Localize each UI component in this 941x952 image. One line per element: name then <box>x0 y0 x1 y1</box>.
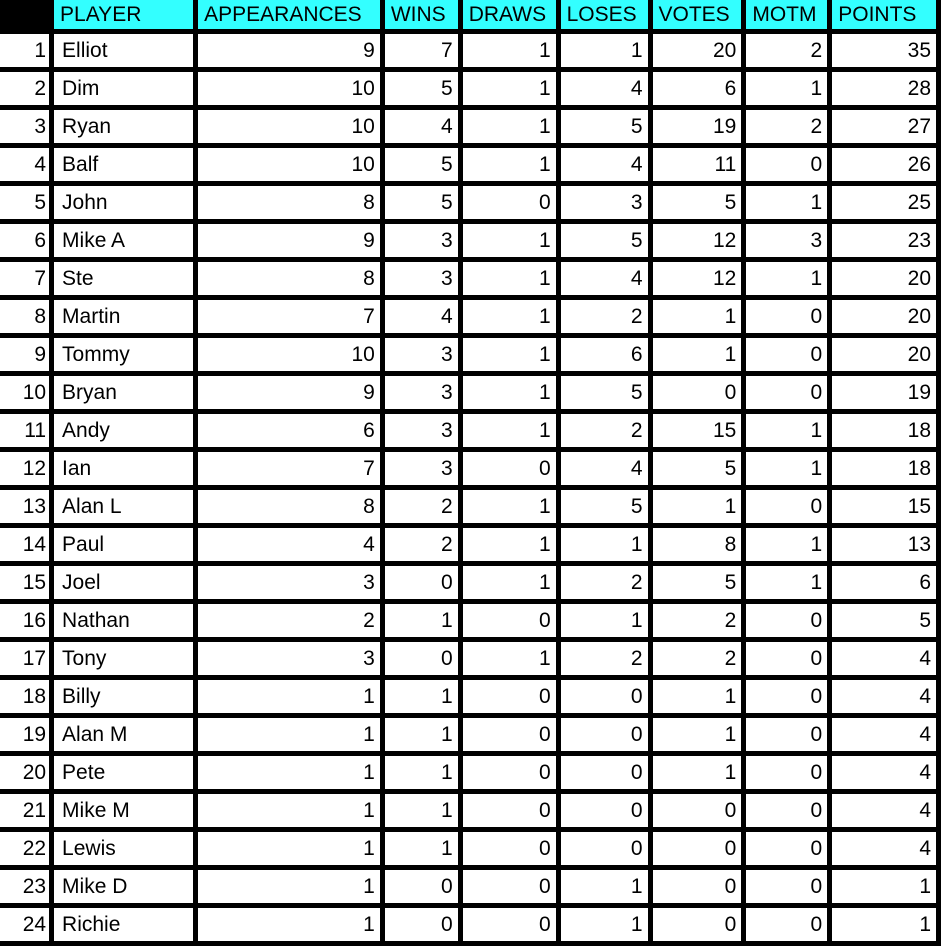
wins-cell[interactable]: 1 <box>382 754 460 792</box>
points-cell[interactable]: 20 <box>830 336 939 374</box>
draws-cell[interactable]: 1 <box>460 222 558 260</box>
row-number[interactable]: 11 <box>0 412 52 450</box>
points-cell[interactable]: 19 <box>830 374 939 412</box>
header-player[interactable]: PLAYER <box>52 0 196 32</box>
motm-cell[interactable]: 0 <box>744 830 830 868</box>
player-name-cell[interactable]: Alan L <box>52 488 196 526</box>
wins-cell[interactable]: 2 <box>382 526 460 564</box>
row-number[interactable]: 7 <box>0 260 52 298</box>
table-row <box>0 526 939 564</box>
table-row <box>0 488 939 526</box>
wins-cell[interactable]: 4 <box>382 298 460 336</box>
draws-cell[interactable]: 0 <box>460 678 558 716</box>
row-number[interactable]: 2 <box>0 70 52 108</box>
wins-cell[interactable]: 1 <box>382 830 460 868</box>
header-motm[interactable]: MOTM <box>744 0 830 32</box>
motm-cell[interactable]: 0 <box>744 374 830 412</box>
motm-cell[interactable]: 0 <box>744 678 830 716</box>
wins-cell[interactable]: 1 <box>382 716 460 754</box>
loses-cell[interactable]: 0 <box>558 716 650 754</box>
row-number[interactable]: 13 <box>0 488 52 526</box>
votes-cell[interactable]: 2 <box>650 640 744 678</box>
table-row <box>0 298 939 336</box>
points-cell[interactable]: 20 <box>830 298 939 336</box>
loses-cell[interactable]: 0 <box>558 678 650 716</box>
draws-cell[interactable]: 1 <box>460 108 558 146</box>
row-number[interactable]: 16 <box>0 602 52 640</box>
appearances-cell[interactable]: 9 <box>196 222 383 260</box>
wins-cell[interactable]: 5 <box>382 146 460 184</box>
loses-cell[interactable]: 1 <box>558 32 650 70</box>
player-name-cell[interactable]: Dim <box>52 70 196 108</box>
loses-cell[interactable]: 4 <box>558 260 650 298</box>
loses-cell[interactable]: 5 <box>558 488 650 526</box>
votes-cell[interactable]: 6 <box>650 70 744 108</box>
wins-cell[interactable]: 4 <box>382 108 460 146</box>
player-name-cell[interactable]: Billy <box>52 678 196 716</box>
votes-cell[interactable]: 1 <box>650 678 744 716</box>
row-number[interactable]: 18 <box>0 678 52 716</box>
motm-cell[interactable]: 1 <box>744 260 830 298</box>
row-number[interactable]: 21 <box>0 792 52 830</box>
table-row <box>0 678 939 716</box>
wins-cell[interactable]: 1 <box>382 678 460 716</box>
player-name-cell[interactable]: Pete <box>52 754 196 792</box>
motm-cell[interactable]: 1 <box>744 564 830 602</box>
loses-cell[interactable]: 6 <box>558 336 650 374</box>
table-row <box>0 602 939 640</box>
table-row <box>0 792 939 830</box>
draws-cell[interactable]: 1 <box>460 488 558 526</box>
player-name-cell[interactable]: Tommy <box>52 336 196 374</box>
loses-cell[interactable]: 5 <box>558 374 650 412</box>
appearances-cell[interactable]: 1 <box>196 678 383 716</box>
points-cell[interactable]: 6 <box>830 564 939 602</box>
appearances-cell[interactable]: 2 <box>196 602 383 640</box>
table-row <box>0 830 939 868</box>
row-number[interactable]: 12 <box>0 450 52 488</box>
table-row <box>0 868 939 906</box>
motm-cell[interactable]: 0 <box>744 146 830 184</box>
row-number[interactable]: 15 <box>0 564 52 602</box>
header-votes[interactable]: VOTES <box>650 0 744 32</box>
appearances-cell[interactable]: 9 <box>196 374 383 412</box>
loses-cell[interactable]: 4 <box>558 70 650 108</box>
votes-cell[interactable]: 11 <box>650 146 744 184</box>
points-cell[interactable]: 18 <box>830 412 939 450</box>
appearances-cell[interactable]: 7 <box>196 298 383 336</box>
points-cell[interactable]: 4 <box>830 678 939 716</box>
draws-cell[interactable]: 0 <box>460 906 558 944</box>
votes-cell[interactable]: 1 <box>650 336 744 374</box>
loses-cell[interactable]: 2 <box>558 412 650 450</box>
loses-cell[interactable]: 2 <box>558 564 650 602</box>
votes-cell[interactable]: 8 <box>650 526 744 564</box>
wins-cell[interactable]: 3 <box>382 222 460 260</box>
votes-cell[interactable]: 1 <box>650 298 744 336</box>
wins-cell[interactable]: 3 <box>382 374 460 412</box>
votes-cell[interactable]: 19 <box>650 108 744 146</box>
points-cell[interactable]: 1 <box>830 868 939 906</box>
player-name-cell[interactable]: Ryan <box>52 108 196 146</box>
votes-cell[interactable]: 1 <box>650 716 744 754</box>
player-name-cell[interactable]: Lewis <box>52 830 196 868</box>
loses-cell[interactable]: 2 <box>558 640 650 678</box>
row-number[interactable]: 6 <box>0 222 52 260</box>
motm-cell[interactable]: 2 <box>744 32 830 70</box>
wins-cell[interactable]: 1 <box>382 602 460 640</box>
draws-cell[interactable]: 0 <box>460 184 558 222</box>
votes-cell[interactable]: 0 <box>650 906 744 944</box>
table-row <box>0 412 939 450</box>
wins-cell[interactable]: 1 <box>382 792 460 830</box>
draws-cell[interactable]: 0 <box>460 792 558 830</box>
header-points[interactable]: POINTS <box>830 0 939 32</box>
draws-cell[interactable]: 1 <box>460 146 558 184</box>
wins-cell[interactable]: 3 <box>382 412 460 450</box>
motm-cell[interactable]: 2 <box>744 108 830 146</box>
votes-cell[interactable]: 0 <box>650 868 744 906</box>
wins-cell[interactable]: 0 <box>382 640 460 678</box>
points-cell[interactable]: 27 <box>830 108 939 146</box>
table-body <box>0 32 939 944</box>
table-row <box>0 374 939 412</box>
votes-cell[interactable]: 1 <box>650 488 744 526</box>
player-name-cell[interactable]: Tony <box>52 640 196 678</box>
draws-cell[interactable]: 1 <box>460 526 558 564</box>
points-cell[interactable]: 4 <box>830 754 939 792</box>
player-name-cell[interactable]: Richie <box>52 906 196 944</box>
draws-cell[interactable]: 1 <box>460 298 558 336</box>
appearances-cell[interactable]: 8 <box>196 184 383 222</box>
points-cell[interactable]: 4 <box>830 830 939 868</box>
votes-cell[interactable]: 5 <box>650 450 744 488</box>
appearances-cell[interactable]: 3 <box>196 564 383 602</box>
player-name-cell[interactable]: Ste <box>52 260 196 298</box>
motm-cell[interactable]: 0 <box>744 640 830 678</box>
appearances-cell[interactable]: 1 <box>196 906 383 944</box>
wins-cell[interactable]: 2 <box>382 488 460 526</box>
votes-cell[interactable]: 0 <box>650 374 744 412</box>
table-row <box>0 906 939 944</box>
table-row <box>0 184 939 222</box>
appearances-cell[interactable]: 10 <box>196 108 383 146</box>
corner-cell <box>0 0 52 32</box>
wins-cell[interactable]: 3 <box>382 450 460 488</box>
points-cell[interactable]: 25 <box>830 184 939 222</box>
points-cell[interactable]: 18 <box>830 450 939 488</box>
draws-cell[interactable]: 1 <box>460 374 558 412</box>
loses-cell[interactable]: 2 <box>558 298 650 336</box>
wins-cell[interactable]: 3 <box>382 260 460 298</box>
motm-cell[interactable]: 0 <box>744 906 830 944</box>
motm-cell[interactable]: 0 <box>744 488 830 526</box>
appearances-cell[interactable]: 8 <box>196 488 383 526</box>
table-row <box>0 70 939 108</box>
header-wins[interactable]: WINS <box>382 0 460 32</box>
motm-cell[interactable]: 0 <box>744 602 830 640</box>
votes-cell[interactable]: 5 <box>650 564 744 602</box>
points-cell[interactable]: 13 <box>830 526 939 564</box>
row-number[interactable]: 5 <box>0 184 52 222</box>
draws-cell[interactable]: 1 <box>460 640 558 678</box>
appearances-cell[interactable]: 1 <box>196 754 383 792</box>
appearances-cell[interactable]: 1 <box>196 868 383 906</box>
motm-cell[interactable]: 1 <box>744 184 830 222</box>
motm-cell[interactable]: 1 <box>744 412 830 450</box>
motm-cell[interactable]: 3 <box>744 222 830 260</box>
motm-cell[interactable]: 1 <box>744 450 830 488</box>
draws-cell[interactable]: 0 <box>460 450 558 488</box>
votes-cell[interactable]: 2 <box>650 602 744 640</box>
loses-cell[interactable]: 0 <box>558 830 650 868</box>
draws-cell[interactable]: 1 <box>460 32 558 70</box>
wins-cell[interactable]: 5 <box>382 70 460 108</box>
draws-cell[interactable]: 1 <box>460 70 558 108</box>
motm-cell[interactable]: 0 <box>744 336 830 374</box>
votes-cell[interactable]: 12 <box>650 260 744 298</box>
wins-cell[interactable]: 3 <box>382 336 460 374</box>
loses-cell[interactable]: 0 <box>558 754 650 792</box>
player-name-cell[interactable]: Joel <box>52 564 196 602</box>
row-number[interactable]: 24 <box>0 906 52 944</box>
row-number[interactable]: 20 <box>0 754 52 792</box>
appearances-cell[interactable]: 10 <box>196 70 383 108</box>
loses-cell[interactable]: 1 <box>558 526 650 564</box>
header-appearances[interactable]: APPEARANCES <box>196 0 383 32</box>
row-number[interactable]: 19 <box>0 716 52 754</box>
points-cell[interactable]: 4 <box>830 640 939 678</box>
draws-cell[interactable]: 1 <box>460 336 558 374</box>
table-row <box>0 108 939 146</box>
player-name-cell[interactable]: Ian <box>52 450 196 488</box>
motm-cell[interactable]: 1 <box>744 70 830 108</box>
player-name-cell[interactable]: Mike D <box>52 868 196 906</box>
votes-cell[interactable]: 0 <box>650 792 744 830</box>
table-row <box>0 32 939 70</box>
wins-cell[interactable]: 0 <box>382 906 460 944</box>
draws-cell[interactable]: 1 <box>460 564 558 602</box>
player-name-cell[interactable]: Elliot <box>52 32 196 70</box>
appearances-cell[interactable]: 6 <box>196 412 383 450</box>
row-number[interactable]: 17 <box>0 640 52 678</box>
draws-cell[interactable]: 0 <box>460 602 558 640</box>
points-cell[interactable]: 4 <box>830 716 939 754</box>
motm-cell[interactable]: 0 <box>744 716 830 754</box>
points-cell[interactable]: 28 <box>830 70 939 108</box>
votes-cell[interactable]: 15 <box>650 412 744 450</box>
header-draws[interactable]: DRAWS <box>460 0 558 32</box>
player-name-cell[interactable]: Nathan <box>52 602 196 640</box>
header-row <box>0 0 939 32</box>
appearances-cell[interactable]: 8 <box>196 260 383 298</box>
wins-cell[interactable]: 7 <box>382 32 460 70</box>
motm-cell[interactable]: 0 <box>744 754 830 792</box>
appearances-cell[interactable]: 1 <box>196 716 383 754</box>
player-name-cell[interactable]: Balf <box>52 146 196 184</box>
wins-cell[interactable]: 0 <box>382 564 460 602</box>
points-cell[interactable]: 4 <box>830 792 939 830</box>
draws-cell[interactable]: 0 <box>460 716 558 754</box>
draws-cell[interactable]: 0 <box>460 754 558 792</box>
points-cell[interactable]: 26 <box>830 146 939 184</box>
appearances-cell[interactable]: 9 <box>196 32 383 70</box>
loses-cell[interactable]: 4 <box>558 450 650 488</box>
appearances-cell[interactable]: 4 <box>196 526 383 564</box>
player-name-cell[interactable]: Paul <box>52 526 196 564</box>
header-loses[interactable]: LOSES <box>558 0 650 32</box>
table-row <box>0 336 939 374</box>
table-row <box>0 716 939 754</box>
points-cell[interactable]: 1 <box>830 906 939 944</box>
player-name-cell[interactable]: Andy <box>52 412 196 450</box>
row-number[interactable]: 22 <box>0 830 52 868</box>
row-number[interactable]: 1 <box>0 32 52 70</box>
votes-cell[interactable]: 1 <box>650 754 744 792</box>
loses-cell[interactable]: 3 <box>558 184 650 222</box>
row-number[interactable]: 3 <box>0 108 52 146</box>
appearances-cell[interactable]: 1 <box>196 792 383 830</box>
row-number[interactable]: 10 <box>0 374 52 412</box>
motm-cell[interactable]: 1 <box>744 526 830 564</box>
table-row <box>0 222 939 260</box>
row-number[interactable]: 14 <box>0 526 52 564</box>
table-row <box>0 260 939 298</box>
player-name-cell[interactable]: John <box>52 184 196 222</box>
points-cell[interactable]: 20 <box>830 260 939 298</box>
motm-cell[interactable]: 0 <box>744 298 830 336</box>
loses-cell[interactable]: 1 <box>558 868 650 906</box>
row-number[interactable]: 8 <box>0 298 52 336</box>
player-name-cell[interactable]: Mike A <box>52 222 196 260</box>
draws-cell[interactable]: 0 <box>460 830 558 868</box>
player-name-cell[interactable]: Bryan <box>52 374 196 412</box>
points-cell[interactable]: 35 <box>830 32 939 70</box>
points-cell[interactable]: 23 <box>830 222 939 260</box>
points-cell[interactable]: 15 <box>830 488 939 526</box>
player-name-cell[interactable]: Mike M <box>52 792 196 830</box>
loses-cell[interactable]: 4 <box>558 146 650 184</box>
wins-cell[interactable]: 5 <box>382 184 460 222</box>
votes-cell[interactable]: 20 <box>650 32 744 70</box>
row-number[interactable]: 4 <box>0 146 52 184</box>
loses-cell[interactable]: 5 <box>558 222 650 260</box>
draws-cell[interactable]: 1 <box>460 412 558 450</box>
draws-cell[interactable]: 0 <box>460 868 558 906</box>
draws-cell[interactable]: 1 <box>460 260 558 298</box>
player-name-cell[interactable]: Alan M <box>52 716 196 754</box>
loses-cell[interactable]: 5 <box>558 108 650 146</box>
appearances-cell[interactable]: 10 <box>196 336 383 374</box>
appearances-cell[interactable]: 1 <box>196 830 383 868</box>
table-row <box>0 450 939 488</box>
row-number[interactable]: 23 <box>0 868 52 906</box>
row-number[interactable]: 9 <box>0 336 52 374</box>
votes-cell[interactable]: 0 <box>650 830 744 868</box>
loses-cell[interactable]: 1 <box>558 602 650 640</box>
loses-cell[interactable]: 0 <box>558 792 650 830</box>
table-row <box>0 754 939 792</box>
loses-cell[interactable]: 1 <box>558 906 650 944</box>
table-row <box>0 564 939 602</box>
table-row <box>0 640 939 678</box>
table-row <box>0 146 939 184</box>
player-name-cell[interactable]: Martin <box>52 298 196 336</box>
appearances-cell[interactable]: 7 <box>196 450 383 488</box>
motm-cell[interactable]: 0 <box>744 792 830 830</box>
appearances-cell[interactable]: 3 <box>196 640 383 678</box>
wins-cell[interactable]: 0 <box>382 868 460 906</box>
votes-cell[interactable]: 12 <box>650 222 744 260</box>
appearances-cell[interactable]: 10 <box>196 146 383 184</box>
points-cell[interactable]: 5 <box>830 602 939 640</box>
votes-cell[interactable]: 5 <box>650 184 744 222</box>
motm-cell[interactable]: 0 <box>744 868 830 906</box>
